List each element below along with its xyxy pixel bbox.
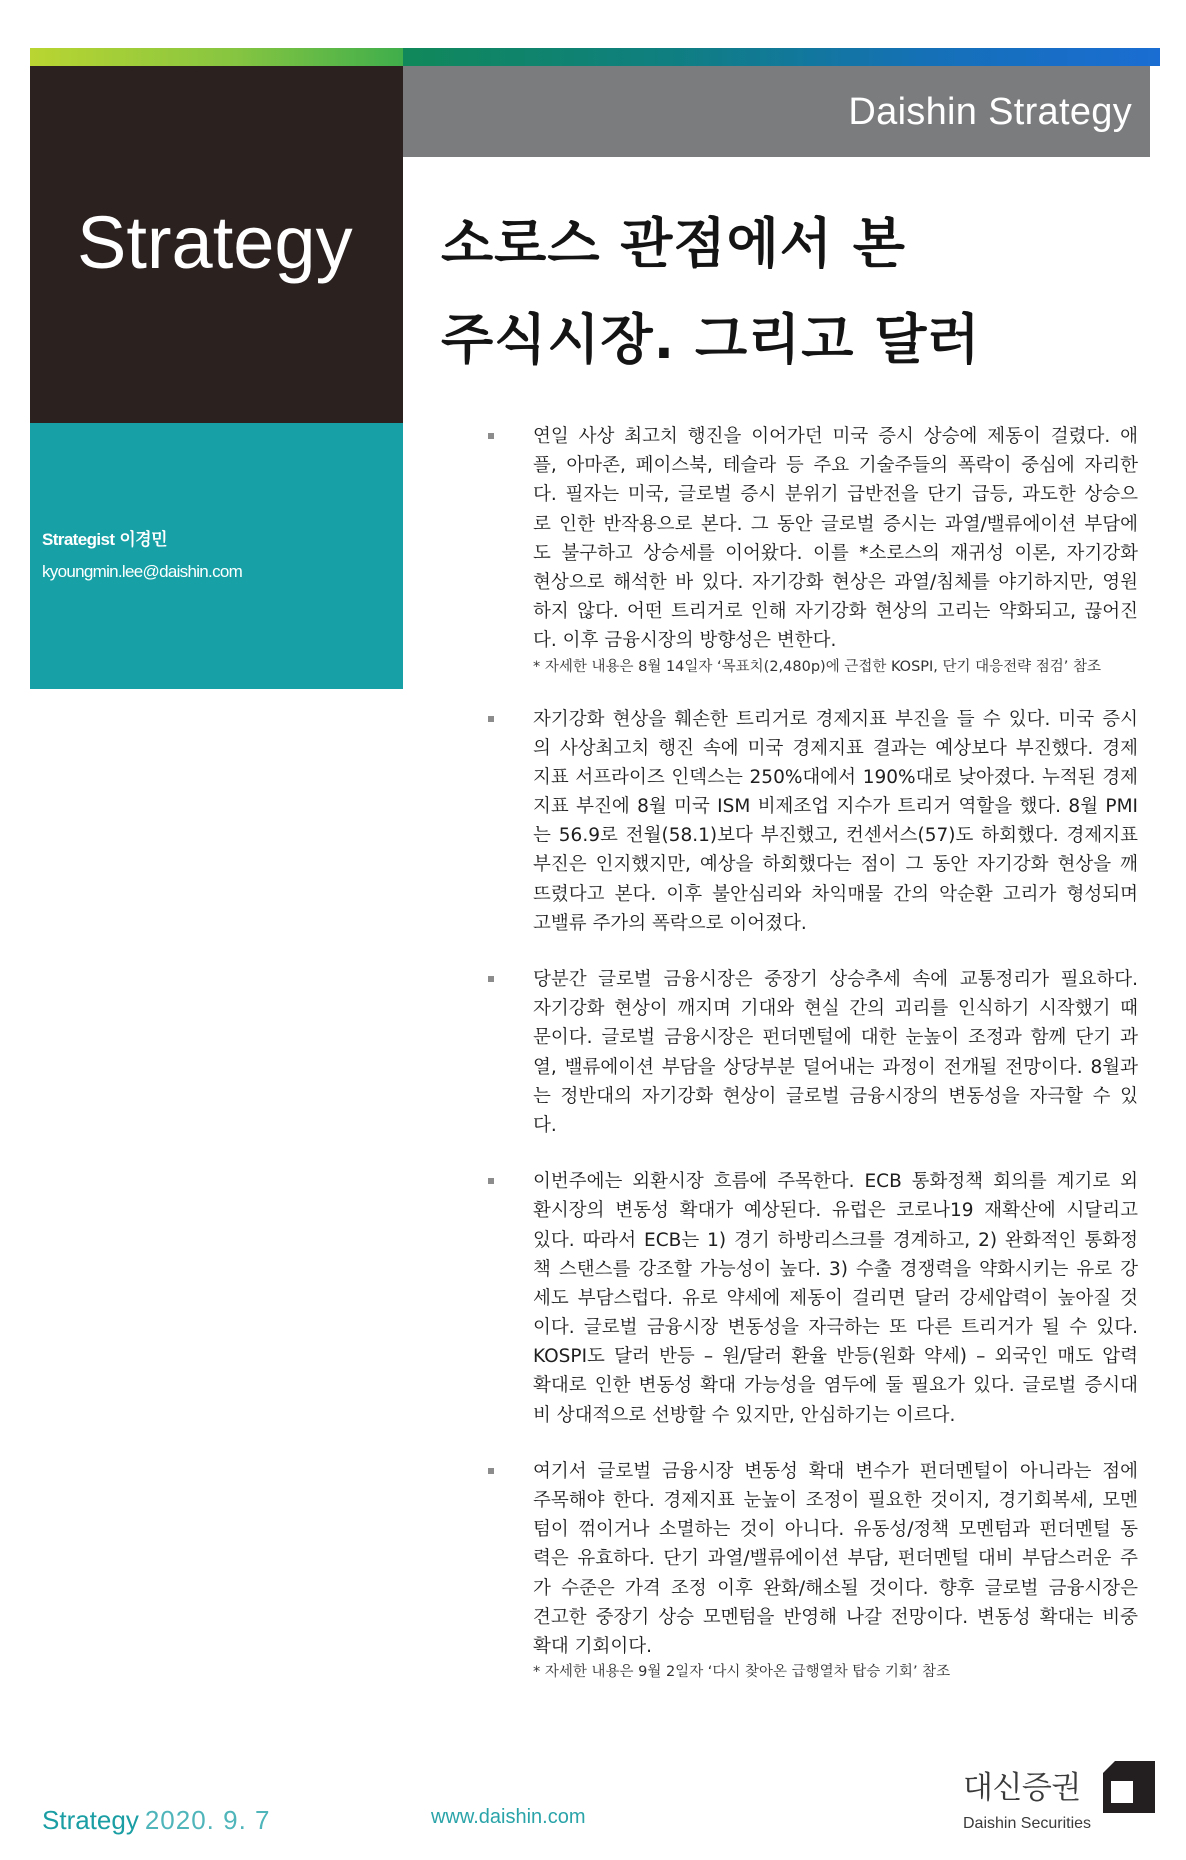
author-box — [30, 423, 403, 689]
paragraph-line: 로 인한 반작용으로 본다. 그 동안 글로벌 증시는 과열/밸류에이션 부담에 — [533, 513, 1138, 535]
publication-date: 2020. 9. 7 — [144, 1805, 271, 1835]
square-bullet-icon — [488, 1178, 494, 1184]
report-title-line-2: 주식시장. 그리고 달러 — [441, 308, 981, 371]
bullet-section — [488, 1167, 1138, 1430]
paragraph-line: 부진은 인지했지만, 예상을 하회했다는 점이 그 동안 자기강화 현상을 깨 — [533, 854, 1138, 876]
paragraph-line: 다. — [533, 1114, 557, 1136]
paragraph-line: 도 불구하고 상승세를 이어왔다. 이를 *소로스의 재귀성 이론, 자기강화 — [533, 542, 1138, 564]
top-strip-blue — [403, 48, 1160, 66]
paragraph-line: 하지 않다. 어떤 트리거로 인해 자기강화 현상의 고리는 약화되고, 끊어진 — [533, 601, 1138, 623]
publication-title: Daishin Strategy — [848, 91, 1132, 133]
paragraph-line: 텀이 꺾이거나 소멸하는 것이 아니다. 유동성/정책 모멘텀과 펀더멘털 동 — [533, 1519, 1138, 1541]
daishin-logo-icon — [1103, 1761, 1155, 1813]
section-label-box — [30, 66, 403, 423]
author-name: 이경민 — [119, 530, 167, 549]
paragraph-line: 주목해야 한다. 경제지표 눈높이 조정이 필요한 것이지, 경기회복세, 모멘 — [533, 1490, 1138, 1511]
footer-series-label: Strategy — [42, 1805, 139, 1835]
author-role: Strategist — [42, 530, 115, 549]
paragraph-line: 확대로 인한 변동성 확대 가능성을 염두에 둘 필요가 있다. 글로벌 증시대 — [533, 1375, 1138, 1397]
section-label: Strategy — [77, 201, 353, 284]
paragraph-line: 문이다. 글로벌 금융시장은 펀더멘털에 대한 눈높이 조정과 함께 단기 과 — [533, 1027, 1138, 1049]
paragraph-line: 확대 기회이다. — [533, 1635, 652, 1657]
paragraph-line: 이번주에는 외환시장 흐름에 주목한다. ECB 통화정책 회의를 계기로 외 — [533, 1171, 1138, 1193]
paragraph-line: 뜨렸다고 본다. 이후 불안심리와 차익매물 간의 악순환 고리가 형성되며 — [533, 883, 1138, 905]
paragraph-line: 의 사상최고치 행진 속에 미국 경제지표 결과는 예상보다 부진했다. 경제 — [533, 737, 1138, 759]
bullet-section — [488, 965, 1138, 1140]
paragraph-line: 다. 필자는 미국, 글로벌 증시 분위기 급반전을 단기 급등, 과도한 상승으 — [533, 484, 1138, 506]
paragraph-line: 지표 서프라이즈 인덱스는 250%대에서 190%대로 낮아졌다. 누적된 경제 — [533, 766, 1138, 788]
paragraph-line: 는 56.9로 전월(58.1)보다 부진했고, 컨센서스(57)도 하회했다. 경제지표 — [533, 825, 1138, 847]
paragraph-line: 이다. 글로벌 금융시장 변동성을 자극하는 또 다른 트리거가 될 수 있다. — [533, 1317, 1138, 1339]
paragraph-line: 견고한 중장기 상승 모멘텀을 반영해 나갈 전망이다. 변동성 확대는 비중 — [533, 1606, 1138, 1628]
logo-korean-name: 대신증권 — [963, 1770, 1081, 1806]
report-title — [441, 196, 981, 388]
report-body — [488, 422, 1138, 1710]
bullet-section — [488, 1457, 1138, 1683]
square-bullet-icon — [488, 1468, 494, 1474]
report-title-line-1: 소로스 관점에서 본 — [441, 212, 906, 275]
paragraph-line: 여기서 글로벌 금융시장 변동성 확대 변수가 펀더멘털이 아니라는 점에 — [533, 1460, 1138, 1482]
paragraph-line: 가 수준은 가격 조정 이후 완화/해소될 것이다. 향후 글로벌 금융시장은 — [533, 1577, 1138, 1599]
paragraph-line: 다. 이후 금융시장의 방향성은 변한다. — [533, 630, 837, 652]
paragraph-line: 책 스탠스를 강조할 가능성이 높다. 3) 수출 경쟁력을 약화시키는 유로 강 — [533, 1258, 1138, 1280]
author-credit — [42, 530, 167, 550]
paragraph-line: KOSPI도 달러 반등 – 원/달러 환율 반등(원화 약세) – 외국인 매도 압력 — [533, 1346, 1138, 1368]
paragraph-line: 열, 밸류에이션 부담을 상당부분 덜어내는 과정이 전개될 전망이다. 8월과 — [533, 1056, 1138, 1078]
paragraph-line: 비 상대적으로 선방할 수 있지만, 안심하기는 이르다. — [533, 1404, 956, 1426]
paragraph-line: 있다. 따라서 ECB는 1) 경기 하방리스크를 경계하고, 2) 완화적인 통화정 — [533, 1229, 1138, 1251]
website-link[interactable]: www.daishin.com — [431, 1806, 586, 1828]
square-bullet-icon — [488, 976, 494, 982]
paragraph-line: 력은 유효하다. 단기 과열/밸류에이션 부담, 펀더멘털 대비 부담스러운 주 — [533, 1548, 1138, 1570]
paragraph-line: 당분간 글로벌 금융시장은 중장기 상승추세 속에 교통정리가 필요하다. — [533, 969, 1138, 990]
paragraph-line: 지표 부진에 8월 미국 ISM 비제조업 지수가 트리거 역할을 했다. 8월 PMI — [533, 796, 1138, 818]
paragraph-line: 자기강화 현상이 깨지며 기대와 현실 간의 괴리를 인식하기 시작했기 때 — [533, 998, 1138, 1020]
bullet-section — [488, 422, 1138, 678]
square-bullet-icon — [488, 716, 494, 722]
paragraph-line: 세도 부담스럽다. 유로 약세에 제동이 걸리면 달러 강세압력이 높아질 것 — [533, 1287, 1138, 1309]
author-email[interactable]: kyoungmin.lee@daishin.com — [42, 562, 243, 581]
paragraph-line: 자기강화 현상을 훼손한 트리거로 경제지표 부진을 들 수 있다. 미국 증시 — [533, 708, 1138, 730]
footnote: * 자세한 내용은 8월 14일자 ‘목표치(2,480p)에 근접한 KOSPI, 단기 대응전략 점검’ 참조 — [533, 658, 1102, 675]
footer-series-date — [42, 1805, 270, 1835]
paragraph-line: 고밸류 주가의 폭락으로 이어졌다. — [533, 912, 807, 934]
bullet-section — [488, 705, 1138, 939]
top-strip-green — [30, 48, 403, 66]
header-bar — [403, 66, 1150, 157]
logo-english-name: Daishin Securities — [963, 1815, 1092, 1832]
paragraph-line: 연일 사상 최고치 행진을 이어가던 미국 증시 상승에 제동이 걸렸다. 애 — [533, 426, 1138, 447]
paragraph-line: 현상으로 해석한 바 있다. 자기강화 현상은 과열/침체를 야기하지만, 영원 — [533, 571, 1138, 593]
paragraph-line: 환시장의 변동성 확대가 예상된다. 유럽은 코로나19 재확산에 시달리고 — [533, 1200, 1138, 1222]
square-bullet-icon — [488, 433, 494, 439]
paragraph-line: 플, 아마존, 페이스북, 테슬라 등 주요 기술주들의 폭락이 중심에 자리한 — [533, 455, 1138, 477]
footnote: * 자세한 내용은 9월 2일자 ‘다시 찾아온 급행열차 탑승 기회’ 참조 — [533, 1664, 951, 1681]
paragraph-line: 는 정반대의 자기강화 현상이 글로벌 금융시장의 변동성을 자극할 수 있 — [533, 1085, 1138, 1107]
